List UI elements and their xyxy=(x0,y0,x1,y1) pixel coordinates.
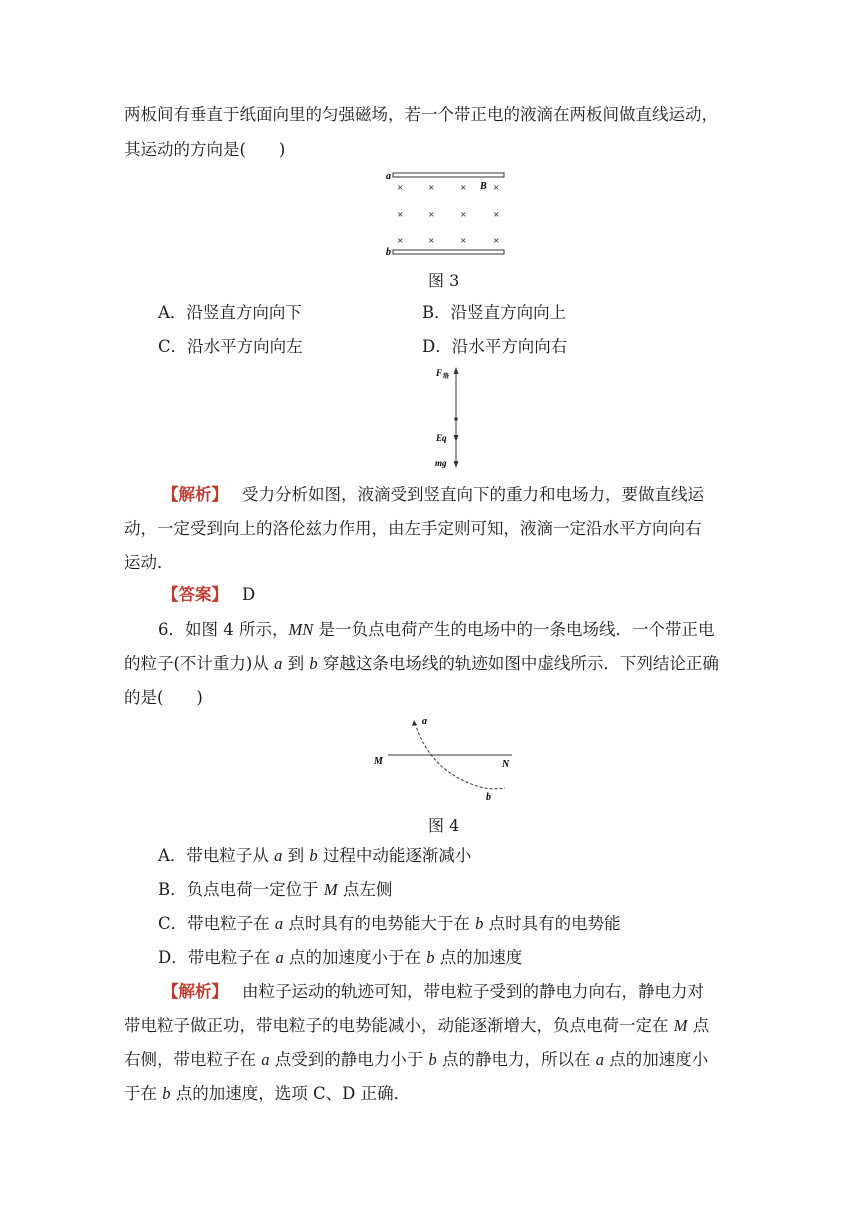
text: 带电粒子做正功，带电粒子的电势能减小，动能逐渐增大，负点电荷一定在 xyxy=(124,1016,674,1035)
var-a: a xyxy=(261,1050,270,1069)
text: 是一负点电荷产生的电场中的一条电场线．一个带正电 xyxy=(313,620,715,639)
q6-option-b xyxy=(158,879,392,901)
text: 点的静电力，所以在 xyxy=(436,1050,596,1069)
fig3-cross: × xyxy=(460,209,467,221)
text: 6．如图 4 所示， xyxy=(158,620,289,639)
q6-analysis-line2 xyxy=(124,1015,709,1037)
figure-4-caption: 图 4 xyxy=(428,816,460,835)
fig3-label-b: b xyxy=(386,247,391,258)
q6-analysis-line4 xyxy=(124,1083,410,1105)
q5-option-c: C．沿水平方向向左 xyxy=(158,337,303,356)
q6-analysis-line3 xyxy=(124,1049,708,1071)
q5-analysis-line3: 运动． xyxy=(124,553,174,572)
text: 点的加速度，选项 C、D 正确． xyxy=(170,1084,411,1103)
fig3-cross: × xyxy=(493,235,500,247)
text: 于在 xyxy=(124,1084,163,1103)
q6-stem-line1 xyxy=(158,619,715,641)
var-mn: MN xyxy=(288,620,314,639)
var-b: b xyxy=(309,846,318,865)
q6-stem-line3: 的是( ) xyxy=(124,688,203,707)
q6-stem-line2 xyxy=(124,653,719,675)
var-m: M xyxy=(673,1016,688,1035)
fig3-cross: × xyxy=(493,209,500,221)
q6-option-d xyxy=(158,947,522,969)
q5-option-d: D．沿水平方向向右 xyxy=(422,337,568,356)
text: 点左侧 xyxy=(337,880,393,899)
figure-3-caption: 图 3 xyxy=(428,271,460,290)
q5-option-a: A．沿竖直方向向下 xyxy=(158,303,302,322)
q5-option-b: B．沿竖直方向向上 xyxy=(422,303,567,322)
fig4-label-n: N xyxy=(502,759,510,770)
q6-analysis-text1: 由粒子运动的轨迹可知，带电粒子受到的静电力向右，静电力对 xyxy=(242,982,704,1001)
fig3-cross: × xyxy=(460,235,467,247)
text: 的粒子(不计重力)从 xyxy=(124,654,275,673)
force-label-eq: Eq xyxy=(436,433,447,443)
text: 点 xyxy=(687,1016,710,1035)
figure-3-magnetic-field xyxy=(380,168,520,262)
var-a: a xyxy=(274,654,283,673)
var-b: b xyxy=(428,1050,437,1069)
q6-analysis-line1 xyxy=(162,981,704,1003)
q5-stem-line1: 两板间有垂直于纸面向里的匀强磁场，若一个带正电的液滴在两板间做直线运动， xyxy=(124,105,718,124)
fig3-cross: × xyxy=(428,235,435,247)
force-diagram xyxy=(432,364,472,472)
var-a: a xyxy=(274,914,284,933)
text: 点时具有的电势能 xyxy=(483,914,621,933)
var-b: b xyxy=(426,948,435,967)
var-m: M xyxy=(323,880,338,899)
fig4-label-m: M xyxy=(374,756,383,767)
var-b: b xyxy=(309,654,318,673)
text: 到 xyxy=(282,846,310,865)
q6-option-a xyxy=(158,845,471,867)
q5-answer-line xyxy=(162,584,255,606)
fig4-label-b: b xyxy=(486,792,491,803)
text: A．带电粒子从 xyxy=(158,846,275,865)
fig3-cross: × xyxy=(428,209,435,221)
force-label-f: F xyxy=(436,368,443,378)
var-a: a xyxy=(274,846,283,865)
text: 点的加速度小于在 xyxy=(283,948,427,967)
q5-analysis-line2: 动，一定受到向上的洛伦兹力作用，由左手定则可知，液滴一定沿水平方向向右 xyxy=(124,519,702,538)
q5-stem-line2: 其运动的方向是( ) xyxy=(124,140,286,159)
analysis-tag: 【解析】 xyxy=(162,485,228,504)
fig4-label-a: a xyxy=(422,716,427,727)
force-label-f-sub: 洛 xyxy=(443,374,450,380)
text: C．带电粒子在 xyxy=(158,914,275,933)
text: 右侧，带电粒子在 xyxy=(124,1050,262,1069)
text: 点时具有的电势能大于在 xyxy=(283,914,476,933)
fig3-cross: × xyxy=(397,235,404,247)
fig3-cross: × xyxy=(460,182,467,194)
fig3-cross: × xyxy=(428,182,435,194)
text: 穿越这条电场线的轨迹如图中虚线所示．下列结论正确 xyxy=(317,654,719,673)
answer-tag: 【答案】 xyxy=(162,585,228,604)
text: 到 xyxy=(282,654,310,673)
text: B．负点电荷一定位于 xyxy=(158,880,324,899)
fig3-label-B: B xyxy=(480,181,487,192)
text: 过程中动能逐渐减小 xyxy=(317,846,472,865)
text: 点受到的静电力小于 xyxy=(269,1050,429,1069)
fig3-cross: × xyxy=(397,209,404,221)
figure-4-field-line xyxy=(370,714,520,804)
text: 点的加速度小 xyxy=(604,1050,709,1069)
analysis-tag: 【解析】 xyxy=(162,982,228,1001)
q6-option-c xyxy=(158,913,621,935)
text: D．带电粒子在 xyxy=(158,948,276,967)
var-a: a xyxy=(275,948,284,967)
force-label-mg: mg xyxy=(435,458,447,468)
fig3-cross: × xyxy=(397,182,404,194)
q5-analysis-text1: 受力分析如图，液滴受到竖直向下的重力和电场力，要做直线运 xyxy=(242,485,704,504)
fig3-cross: × xyxy=(493,182,500,194)
var-b: b xyxy=(475,914,484,933)
text: 点的加速度 xyxy=(434,948,523,967)
fig3-label-a: a xyxy=(386,171,391,182)
var-b: b xyxy=(162,1084,171,1103)
var-a: a xyxy=(595,1050,604,1069)
q5-analysis-line1 xyxy=(162,484,704,506)
q5-answer: D xyxy=(242,585,256,604)
